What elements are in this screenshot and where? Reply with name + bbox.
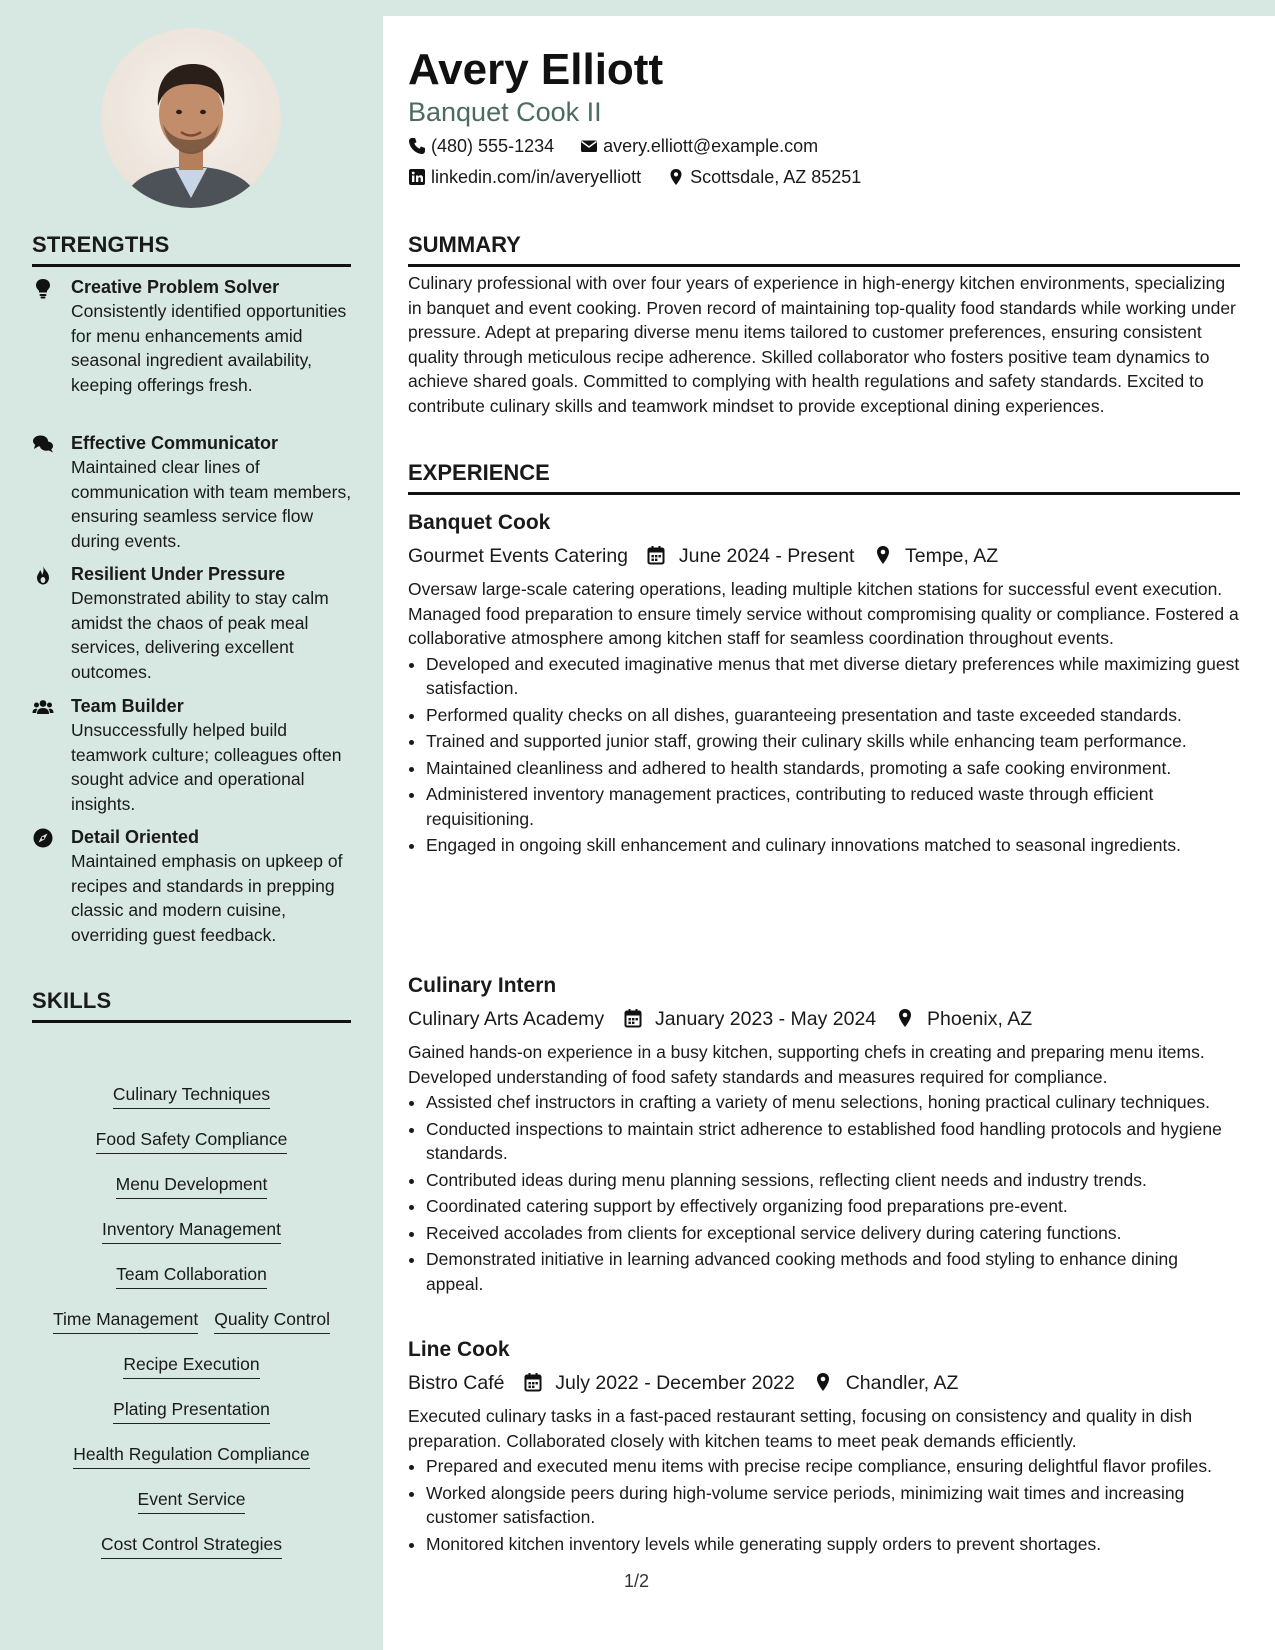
users-icon xyxy=(32,696,54,718)
job-meta xyxy=(408,1370,1240,1396)
job-bullets xyxy=(408,1090,1240,1296)
compass-icon xyxy=(32,827,54,849)
strength-title: Effective Communicator xyxy=(71,433,279,453)
calendar-icon xyxy=(624,1008,642,1028)
strength-item xyxy=(32,562,352,684)
strength-item xyxy=(32,431,352,553)
flame-icon xyxy=(32,564,54,586)
job-entry xyxy=(408,972,1240,1298)
job-company: Culinary Arts Academy xyxy=(408,1008,605,1030)
job-description: Executed culinary tasks in a fast-paced restaurant setting, focusing on consistency and quality in dish preparation. Collaborated closely with kitchen teams to meet peak demands efficiently. xyxy=(408,1406,1193,1451)
job-position: Banquet Cook xyxy=(408,511,551,534)
strength-title: Team Builder xyxy=(71,696,184,716)
page-number: 1/2 xyxy=(624,1571,650,1591)
skill-tag: Cost Control Strategies xyxy=(101,1532,282,1559)
strength-desc: Demonstrated ability to stay calm amidst the chaos of peak meal services, delivering excellent outcomes. xyxy=(71,588,329,682)
job-title: Banquet Cook II xyxy=(408,97,602,127)
email-address[interactable]: avery.elliott@example.com xyxy=(603,136,819,156)
linkedin-link[interactable]: linkedin.com/in/averyelliott xyxy=(431,167,642,187)
bullet-item: • Worked alongside peers during high-volume service periods, minimizing wait times and increasing customer satisfaction. xyxy=(426,1481,1240,1530)
skills-list xyxy=(32,1082,351,1577)
job-dates: July 2022 - December 2022 xyxy=(555,1372,795,1394)
job-dates: June 2024 - Present xyxy=(678,545,855,567)
strength-item xyxy=(32,694,352,816)
strength-title: Creative Problem Solver xyxy=(71,277,280,297)
job-entry xyxy=(408,509,1240,860)
phone-icon xyxy=(408,137,426,155)
skill-tag: Quality Control xyxy=(214,1307,330,1334)
bullet-item: • Developed and executed imaginative menus that met diverse dietary preferences while maximizing guest satisfaction. xyxy=(426,652,1240,701)
email-icon xyxy=(580,137,598,155)
skill-tag: Time Management xyxy=(53,1307,198,1334)
summary-text: Culinary professional with over four years of experience in high-energy kitchen environments, specializing in banquet and event cooking. Proven record of maintaining top-quality food standards while working under pressure. Adept at preparing diverse menu items tailored to customer preferences, ensuring consistent quality through meticulous recipe adherence. Skilled collaborator who fosters positive team dynamics to achieve shared goals. Committed to complying with health regulations and safety standards. Excited to contribute culinary skills and teamwork mindset to provide exceptional dining experiences. xyxy=(408,273,1236,416)
strength-desc: Consistently identified opportunities for menu enhancements amid seasonal ingredient availability, keeping offerings fresh. xyxy=(71,301,347,395)
bullet-item: • Conducted inspections to maintain strict adherence to established food handling protocols and hygiene standards. xyxy=(426,1117,1240,1166)
location-pin-icon xyxy=(874,545,892,565)
job-meta xyxy=(408,543,1240,569)
skill-tag: Team Collaboration xyxy=(116,1262,267,1289)
skill-tag: Menu Development xyxy=(116,1172,268,1199)
experience-heading: EXPERIENCE xyxy=(408,460,1240,495)
job-location: Phoenix, AZ xyxy=(927,1008,1033,1030)
skill-tag: Event Service xyxy=(138,1487,246,1514)
location-text: Scottsdale, AZ 85251 xyxy=(690,167,862,187)
job-position: Culinary Intern xyxy=(408,974,557,997)
bullet-item: • Performed quality checks on all dishes, guaranteeing presentation and taste exceeded standards. xyxy=(426,703,1240,728)
skill-tag: Food Safety Compliance xyxy=(96,1127,288,1154)
job-position: Line Cook xyxy=(408,1338,510,1361)
skill-tag: Health Regulation Compliance xyxy=(73,1442,309,1469)
skill-tag: Culinary Techniques xyxy=(113,1082,270,1109)
bullet-item: • Received accolades from clients for exceptional service delivery during catering functions. xyxy=(426,1221,1240,1246)
job-company: Bistro Café xyxy=(408,1372,505,1394)
bullet-item: • Assisted chef instructors in crafting a variety of menu selections, honing practical culinary techniques. xyxy=(426,1090,1240,1115)
bullet-item: • Trained and supported junior staff, growing their culinary skills while enhancing team performance. xyxy=(426,729,1240,754)
lightbulb-icon xyxy=(32,277,54,299)
job-bullets xyxy=(408,652,1240,858)
skill-tag: Recipe Execution xyxy=(123,1352,259,1379)
job-meta xyxy=(408,1006,1240,1032)
skills-heading: SKILLS xyxy=(32,988,351,1023)
profile-photo xyxy=(101,28,281,208)
strength-desc: Maintained emphasis on upkeep of recipes and standards in prepping classic and modern cuisine, overriding guest feedback. xyxy=(71,851,343,945)
location-pin-icon xyxy=(896,1008,914,1028)
job-description: Oversaw large-scale catering operations, leading multiple kitchen stations for successful event execution. Managed food preparation to ensure timely service without compromising quality or compliance. Fostered a collaborative atmosphere among kitchen staff for seamless coordination throughout events. xyxy=(408,579,1239,648)
strength-desc: Maintained clear lines of communication with team members, ensuring seamless service flow during events. xyxy=(71,457,352,551)
skill-tag: Inventory Management xyxy=(102,1217,281,1244)
bullet-item: • Demonstrated initiative in learning advanced cooking methods and food styling to enhance dining appeal. xyxy=(426,1247,1240,1296)
bullet-item: • Contributed ideas during menu planning sessions, reflecting client needs and industry trends. xyxy=(426,1168,1240,1193)
strength-desc: Unsuccessfully helped build teamwork culture; colleagues often sought advice and operational insights. xyxy=(71,720,342,814)
strength-item xyxy=(32,825,352,947)
strength-item xyxy=(32,275,352,397)
skill-tag: Plating Presentation xyxy=(113,1397,270,1424)
calendar-icon xyxy=(647,545,665,565)
job-location: Chandler, AZ xyxy=(845,1372,959,1394)
bullet-item: • Monitored kitchen inventory levels while generating supply orders to prevent shortages. xyxy=(426,1532,1240,1557)
chat-bubbles-icon xyxy=(32,433,54,455)
contact-row xyxy=(408,165,861,189)
bullet-item: • Coordinated catering support by effectively organizing food preparations pre-event. xyxy=(426,1194,1240,1219)
bullet-item: • Prepared and executed menu items with precise recipe compliance, ensuring delightful flavor profiles. xyxy=(426,1454,1240,1479)
strength-title: Detail Oriented xyxy=(71,827,200,847)
calendar-icon xyxy=(524,1372,542,1392)
bullet-item: • Engaged in ongoing skill enhancement and culinary innovations matched to seasonal ingredients. xyxy=(426,833,1240,858)
job-location: Tempe, AZ xyxy=(904,545,999,567)
job-company: Gourmet Events Catering xyxy=(408,545,629,567)
location-pin-icon xyxy=(667,168,685,186)
contact-row xyxy=(408,134,818,158)
candidate-name: Avery Elliott xyxy=(408,45,664,94)
location-pin-icon xyxy=(814,1372,832,1392)
linkedin-icon xyxy=(408,168,426,186)
bullet-item: • Maintained cleanliness and adhered to health standards, promoting a safe cooking environment. xyxy=(426,756,1240,781)
strengths-heading: STRENGTHS xyxy=(32,232,351,267)
summary-heading: SUMMARY xyxy=(408,232,1240,267)
phone-number[interactable]: (480) 555-1234 xyxy=(431,136,555,156)
job-description: Gained hands-on experience in a busy kitchen, supporting chefs in creating and preparing menu items. Developed understanding of food safety standards and measures required for compliance. xyxy=(408,1042,1205,1087)
job-bullets xyxy=(408,1454,1240,1556)
bullet-item: • Administered inventory management practices, contributing to reduced waste through efficient requisitioning. xyxy=(426,782,1240,831)
job-entry xyxy=(408,1336,1240,1558)
job-dates: January 2023 - May 2024 xyxy=(655,1008,877,1030)
strength-title: Resilient Under Pressure xyxy=(71,564,286,584)
